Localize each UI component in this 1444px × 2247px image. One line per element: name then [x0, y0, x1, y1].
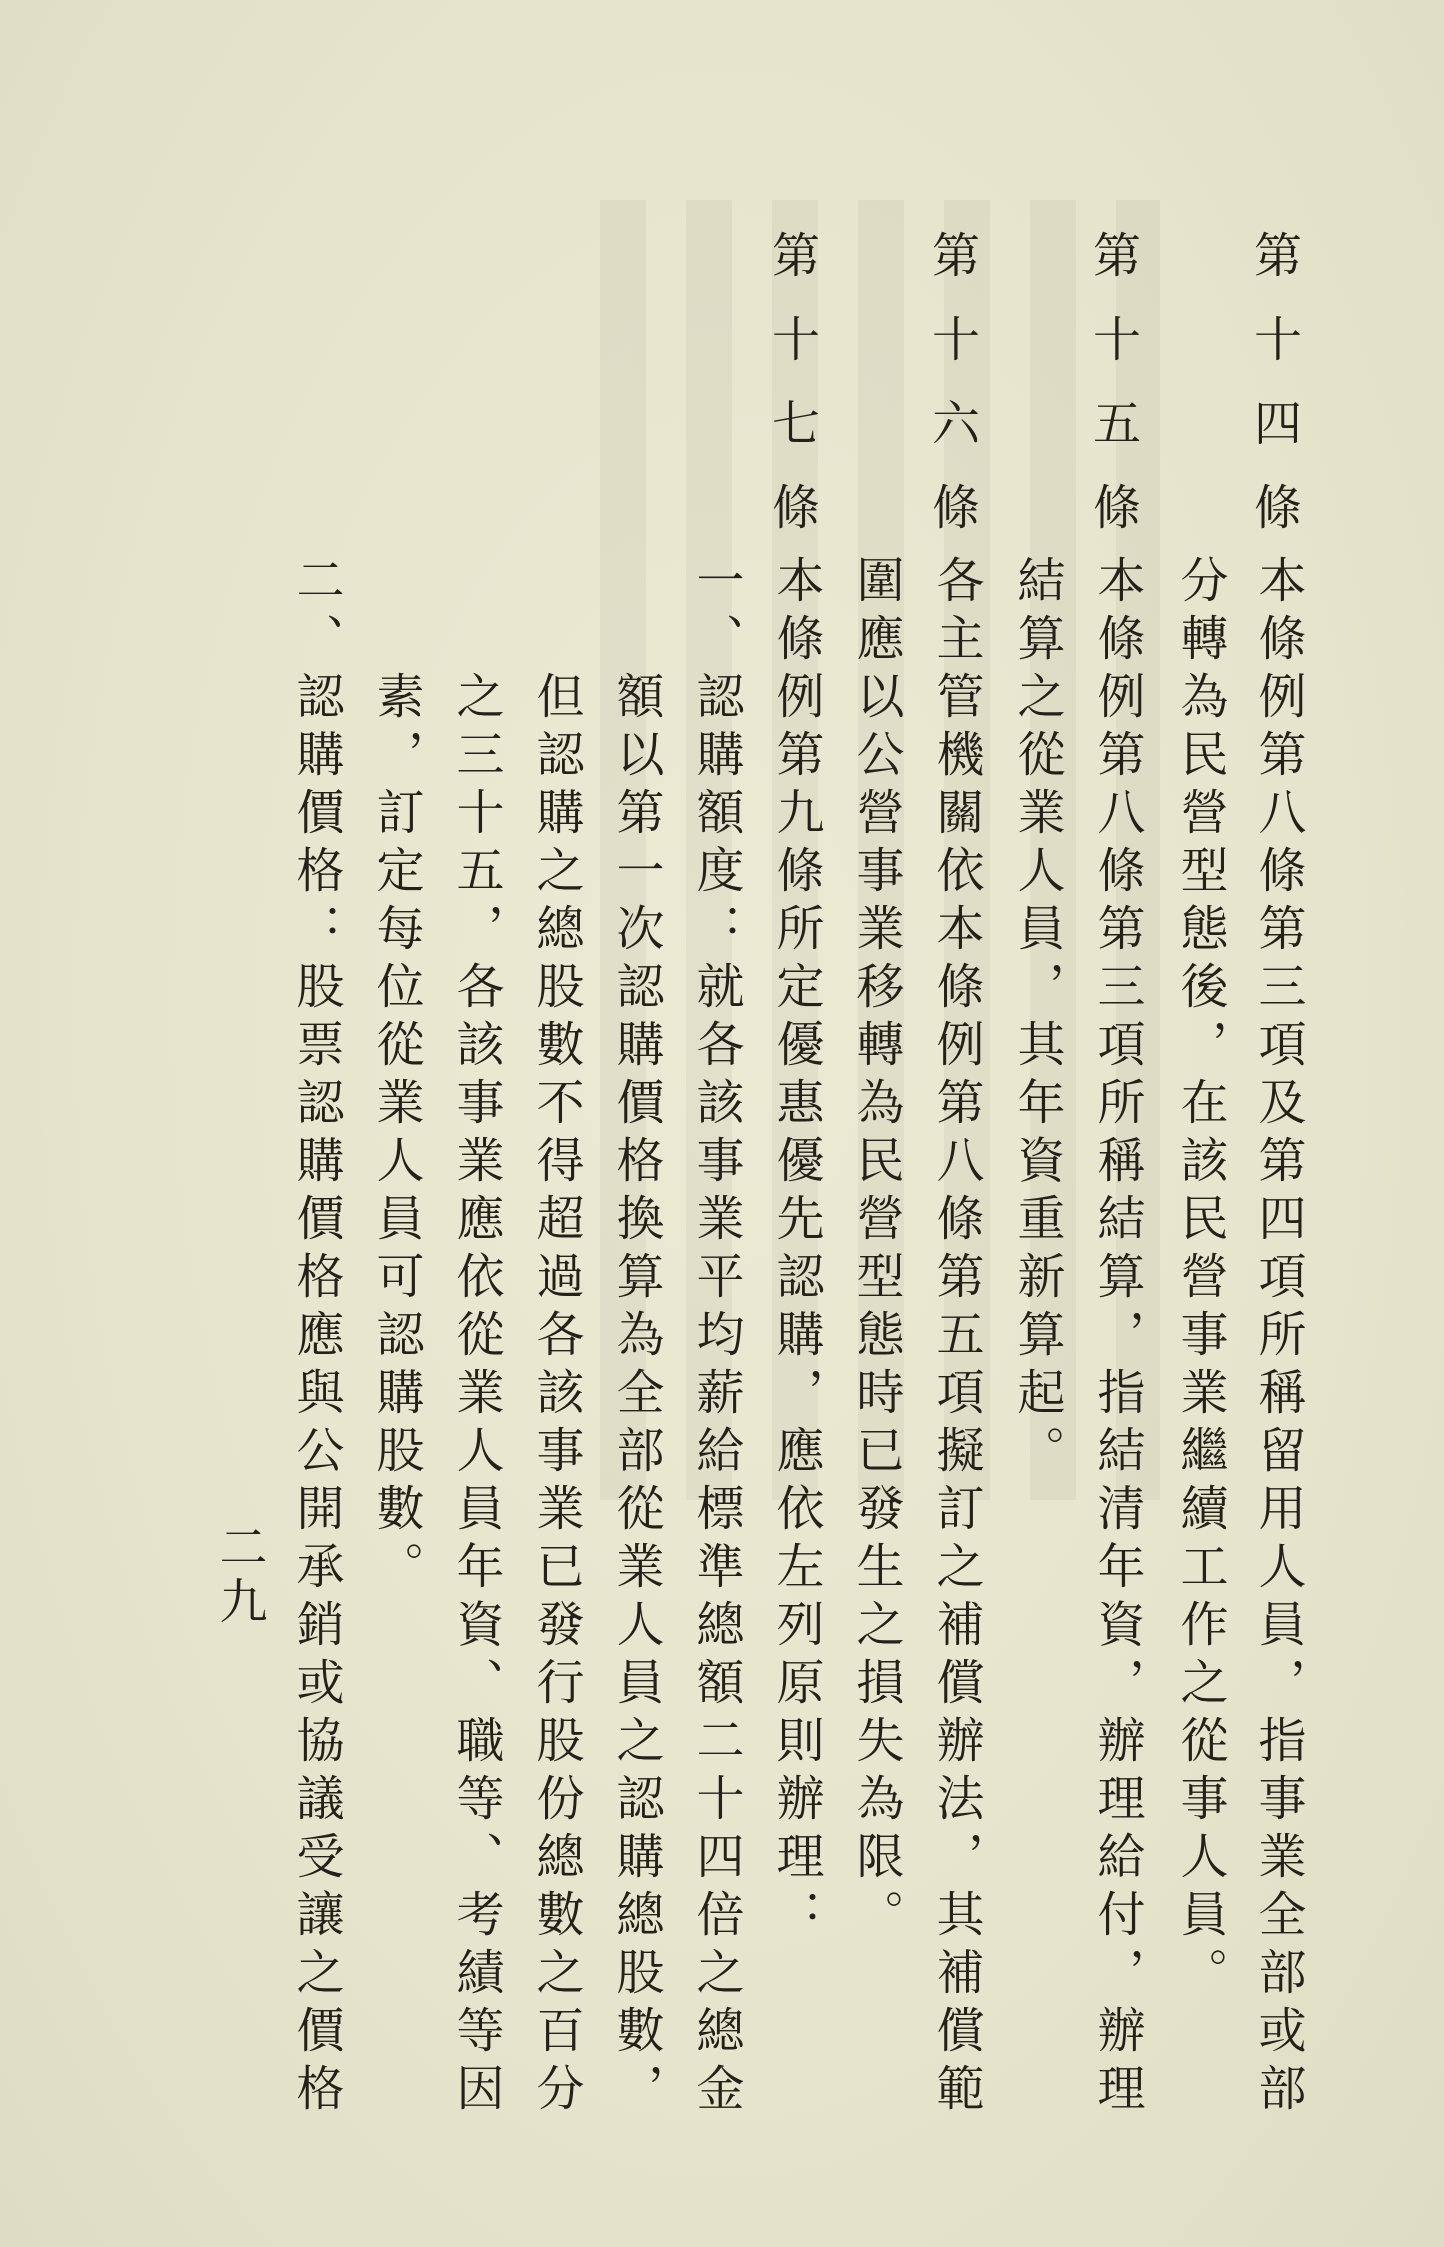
article-17-item-1-line-3: 但認購之總股數不得超過各該事業已發行股份總數之百分 [528, 555, 584, 2121]
article-16-line-2: 圍應以公營事業移轉為民營型態時已發生之損失為限。 [848, 555, 904, 1947]
heading-char: 第 [772, 228, 821, 284]
article-14-line-2: 分轉為民營型態後，在該民營事業繼續工作之從事人員。 [1172, 555, 1228, 2005]
page-number: 二九 [211, 1522, 267, 1630]
article-16-heading [932, 228, 981, 536]
heading-char: 第 [932, 228, 981, 284]
heading-char: 十 [1093, 312, 1142, 368]
heading-char: 六 [932, 396, 981, 452]
article-15-line-1: 本條例第八條第三項所稱結算，指結清年資，辦理給付，辦理 [1089, 555, 1145, 2121]
article-17-item-1-line-2: 額以第一次認購價格換算為全部從業人員之認購總股數， [608, 555, 664, 2121]
heading-char: 七 [772, 396, 821, 452]
article-16-line-1: 各主管機關依本條例第八條第五項擬訂之補償辦法，其補償範 [928, 555, 984, 2121]
article-17-item-1-line-4: 之三十五，各該事業應依從業人員年資、職等、考績等因 [448, 555, 504, 2121]
article-15-line-2: 結算之從業人員，其年資重新算起。 [1009, 555, 1065, 1483]
article-14-line-1: 本條例第八條第三項及第四項所稱留用人員，指事業全部或部 [1250, 555, 1306, 2121]
heading-char: 條 [772, 480, 821, 536]
article-17-item-1-line-5: 素，訂定每位從業人員可認購股數。 [368, 555, 424, 1599]
article-17-heading [772, 228, 821, 536]
heading-char: 四 [1254, 396, 1303, 452]
article-17-item-2-line-1: 二、認購價格：股票認購價格應與公開承銷或協議受讓之價格 [288, 555, 344, 2121]
heading-char: 條 [1254, 480, 1303, 536]
heading-char: 十 [1254, 312, 1303, 368]
article-17-line-1: 本條例第九條所定優惠優先認購，應依左列原則辦理： [768, 555, 824, 1947]
heading-char: 條 [1093, 480, 1142, 536]
heading-char: 條 [932, 480, 981, 536]
article-17-item-1-line-1: 一、認購額度：就各該事業平均薪給標準總額二十四倍之總金 [688, 555, 744, 2121]
heading-char: 第 [1093, 228, 1142, 284]
heading-char: 第 [1254, 228, 1303, 284]
heading-char: 十 [932, 312, 981, 368]
heading-char: 十 [772, 312, 821, 368]
article-14-heading [1254, 228, 1303, 536]
heading-char: 五 [1093, 396, 1142, 452]
article-15-heading [1093, 228, 1142, 536]
